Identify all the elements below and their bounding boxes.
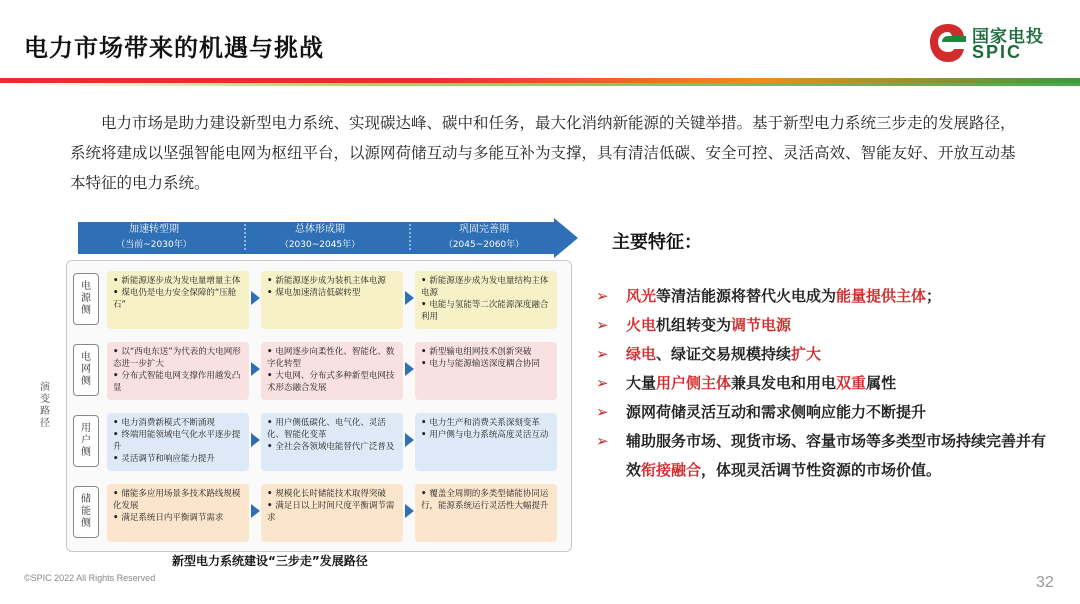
phase-years: （2045~2060年） (443, 240, 525, 250)
copyright: ©SPIC 2022 All Rights Reserved (24, 573, 156, 583)
cell-item: • 煤电加速清洁低碳转型 (267, 287, 397, 299)
row-arrow-icon (251, 291, 260, 305)
arrow-bullet-icon: ➢ (596, 345, 609, 363)
row-arrow-icon (405, 291, 414, 305)
cell-item: • 新能源逐步成为发电量增量主体 (113, 275, 243, 287)
feature-highlight: 用户侧主体 (656, 374, 732, 392)
header-divider-accent (0, 83, 1080, 86)
feature-text: 机组转变为 (656, 316, 732, 334)
cell-item: • 储能多应用场景多技术路线规模化发展 (113, 488, 243, 512)
cell-item: • 电能与氢能等二次能源深度融合利用 (421, 299, 551, 323)
cell-item: • 全社会各领域电能替代广泛普及 (267, 441, 397, 453)
row-arrow-icon (405, 433, 414, 447)
diagram-grid (66, 260, 572, 552)
feature-highlight: 火电 (626, 316, 657, 334)
diagram-cell (261, 271, 403, 329)
cell-item: • 终端用能领域电气化水平逐步提升 (113, 429, 243, 453)
phase-years: （当前~2030年） (116, 240, 192, 250)
diagram-cell (107, 271, 249, 329)
feature-text: ； (926, 287, 942, 305)
diagram-row (71, 480, 569, 544)
feature-item (596, 427, 1046, 485)
cell-item: • 满足日以上时间尺度平衡调节需求 (267, 500, 397, 524)
diagram-row (71, 338, 569, 402)
diagram-cell (261, 413, 403, 471)
cell-item: • 新能源逐步成为装机主体电源 (267, 275, 397, 287)
phase-years: （2030~2045年） (279, 240, 361, 250)
row-arrow-icon (251, 433, 260, 447)
arrow-bullet-icon: ➢ (596, 287, 609, 305)
evolution-path-label: 演变路径 (40, 382, 50, 429)
diagram-cell (415, 271, 557, 329)
feature-item (596, 398, 1046, 427)
logo-cn-text: 国家电投 (972, 27, 1044, 47)
feature-text: 属性 (866, 374, 897, 392)
arrow-bullet-icon: ➢ (596, 403, 609, 421)
cell-item: • 分布式智能电网支撑作用越发凸显 (113, 370, 243, 394)
page-number: 32 (1036, 574, 1054, 591)
row-tag: 储能侧 (73, 486, 99, 538)
cell-item: • 大电网、分布式多种新型电网技术形态融合发展 (267, 370, 397, 394)
cell-item: • 满足系统日内平衡调节需求 (113, 512, 243, 524)
feature-text: 等清洁能源将替代火电成为 (656, 287, 837, 305)
spic-logo (928, 18, 1068, 72)
phase-3 (408, 214, 560, 250)
feature-highlight: 风光 (626, 287, 657, 305)
feature-text: 、绿证交易规模持续 (656, 345, 792, 363)
feature-item (596, 340, 1046, 369)
cell-item: • 灵活调节和响应能力提升 (113, 453, 243, 465)
row-arrow-icon (405, 362, 414, 376)
cell-item: • 电网逐步向柔性化、智能化、数字化转型 (267, 346, 397, 370)
cell-item: • 电力消费新模式不断涌现 (113, 417, 243, 429)
row-tag: 电网侧 (73, 344, 99, 396)
cell-item: • 用户侧低碳化、电气化、灵活化、智能化变革 (267, 417, 397, 441)
feature-highlight: 绿电 (626, 345, 657, 363)
features-list (596, 282, 1046, 485)
phase-name: 总体形成期 (295, 224, 345, 235)
cell-item: • 煤电仍是电力安全保障的“压舱石” (113, 287, 243, 311)
page-title: 电力市场带来的机遇与挑战 (24, 34, 324, 62)
feature-item (596, 311, 1046, 340)
phase-1 (78, 214, 230, 250)
feature-text: 大量 (626, 374, 657, 392)
diagram-caption: 新型电力系统建设“三步走”发展路径 (172, 554, 368, 568)
cell-item: • 规模化长时储能技术取得突破 (267, 488, 397, 500)
diagram-cell (107, 342, 249, 400)
cell-item: • 新能源逐步成为发电量结构主体电源 (421, 275, 551, 299)
diagram-row (71, 267, 569, 331)
feature-highlight: 调节电源 (731, 316, 792, 334)
diagram-cell (261, 342, 403, 400)
row-arrow-icon (251, 504, 260, 518)
arrow-bullet-icon: ➢ (596, 316, 609, 334)
feature-text: 兼具发电和用电 (731, 374, 837, 392)
phase-name: 加速转型期 (129, 224, 179, 235)
phase-2 (244, 214, 396, 250)
feature-highlight: 衔接融合 (641, 461, 702, 479)
cell-item: • 覆盖全周期的多类型储能协同运行，能源系统运行灵活性大幅提升 (421, 488, 551, 512)
feature-text: 源网荷储灵活互动和需求侧响应能力不断提升 (626, 403, 927, 421)
feature-item (596, 369, 1046, 398)
row-tag: 用户侧 (73, 415, 99, 467)
diagram-cell (415, 342, 557, 400)
diagram-cell (415, 484, 557, 542)
row-arrow-icon (405, 504, 414, 518)
cell-item: • 电力生产和消费关系深刻变革 (421, 417, 551, 429)
diagram-cell (415, 413, 557, 471)
logo-en-text: SPIC (972, 42, 1023, 62)
feature-text: 辅助服务市场、现货市场、容量市场等多类型市场持续完善并有效 (626, 432, 1047, 479)
feature-highlight: 双重 (836, 374, 867, 392)
spic-logo-icon (928, 20, 968, 64)
cell-item: • 用户侧与电力系统高度灵活互动 (421, 429, 551, 441)
three-step-diagram (40, 214, 582, 568)
row-tag: 电源侧 (73, 273, 99, 325)
features-title: 主要特征： (612, 232, 702, 253)
row-arrow-icon (251, 362, 260, 376)
intro-paragraph: 电力市场是助力建设新型电力系统、实现碳达峰、碳中和任务，最大化消纳新能源的关键举措。基于新型电力系统三步走的发展路径，系统将建成以坚强智能电网为枢纽平台，以源网荷储互动与多能互补为支撑，具有清洁低碳、安全可控、灵活高效、智能友好、开放互动基本特征的电力系统。 (70, 114, 1016, 192)
cell-item: • 以“西电东送”为代表的大电网形态进一步扩大 (113, 346, 243, 370)
feature-item (596, 282, 1046, 311)
diagram-cell (261, 484, 403, 542)
diagram-cell (107, 484, 249, 542)
cell-item: • 电力与能源输送深度耦合协同 (421, 358, 551, 370)
arrow-bullet-icon: ➢ (596, 374, 609, 392)
feature-text: ，体现灵活调节性资源的市场价值。 (701, 461, 942, 479)
phase-name: 巩固完善期 (459, 224, 509, 235)
cell-item: • 新型输电组网技术创新突破 (421, 346, 551, 358)
diagram-row (71, 409, 569, 473)
diagram-cell (107, 413, 249, 471)
arrow-bullet-icon: ➢ (596, 432, 609, 450)
feature-highlight: 能量提供主体 (836, 287, 927, 305)
feature-highlight: 扩大 (791, 345, 822, 363)
